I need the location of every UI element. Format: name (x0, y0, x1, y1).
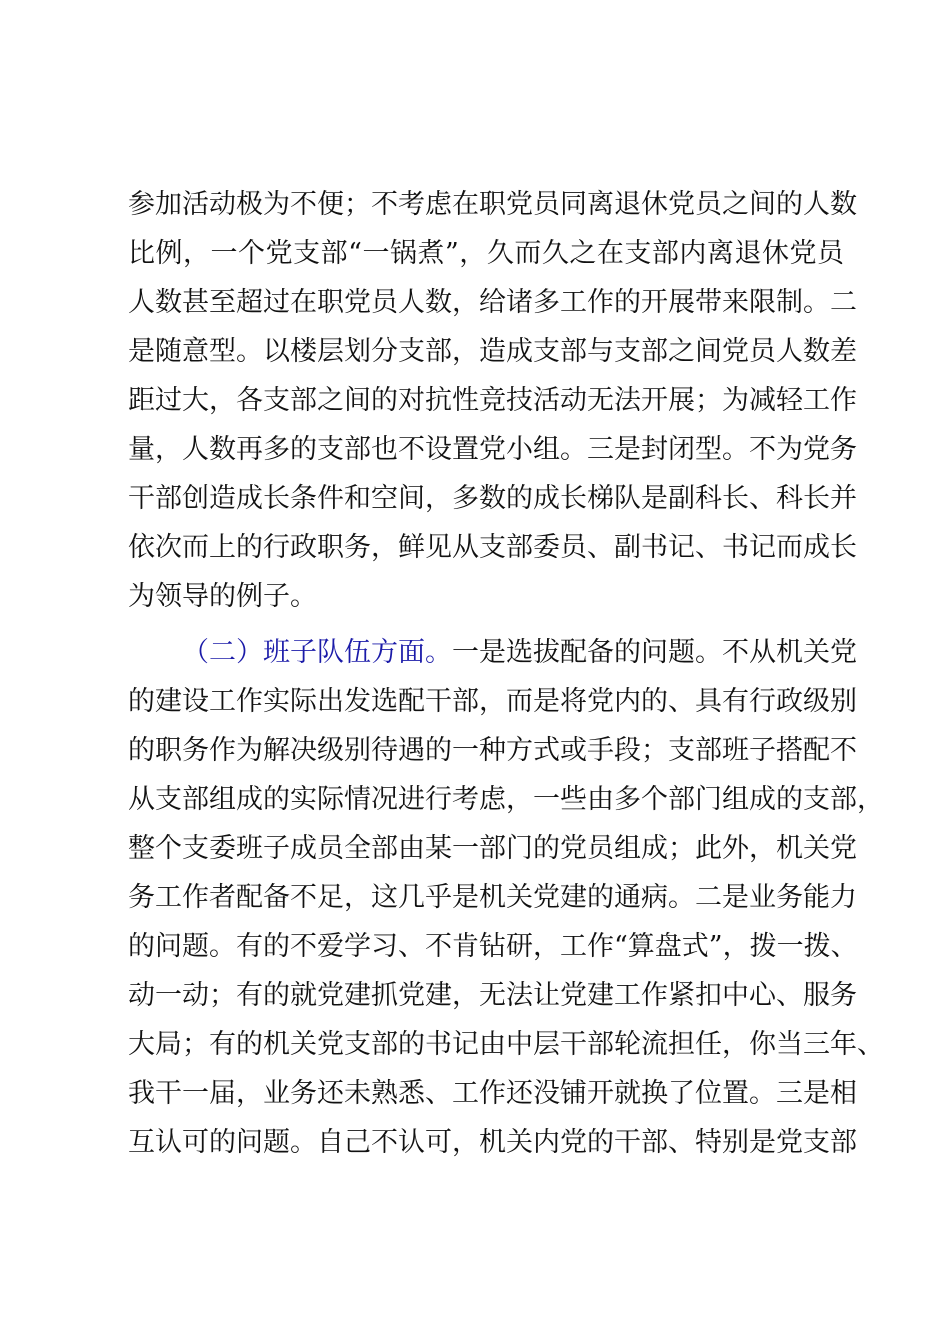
text-line: 比例，一个党支部“一锅煮”，久而久之在支部内离退休党员 (128, 238, 844, 269)
text-line: 干部创造成长条件和空间，多数的成长梯队是副科长、科长并 (128, 483, 857, 514)
text-run: 一是选拔配备的问题。不从机关党 (452, 637, 857, 668)
text-line: 大局；有的机关党支部的书记由中层干部轮流担任，你当三年、 (128, 1029, 884, 1060)
text-line: 整个支委班子成员全部由某一部门的党员组成；此外，机关党 (128, 833, 857, 864)
text-line: 互认可的问题。自己不认可，机关内党的干部、特别是党支部 (128, 1127, 857, 1158)
text-line: 的问题。有的不爱学习、不肯钻研，工作“算盘式”，拨一拨、 (128, 931, 858, 962)
text-line: 是随意型。以楼层划分支部，造成支部与支部之间党员人数差 (128, 336, 857, 367)
paragraph-2 (128, 628, 884, 1167)
text-line: 我干一届，业务还未熟悉、工作还没铺开就换了位置。三是相 (128, 1078, 857, 1109)
text-line: 为领导的例子。 (128, 581, 317, 612)
section-heading: （二）班子队伍方面。 (182, 637, 452, 668)
text-line: 从支部组成的实际情况进行考虑，一些由多个部门组成的支部， (128, 784, 884, 815)
text-line: 距过大，各支部之间的对抗性竞技活动无法开展；为减轻工作 (128, 385, 857, 416)
paragraph-2-first-line (128, 628, 857, 677)
text-line: 人数甚至超过在职党员人数，给诸多工作的开展带来限制。二 (128, 287, 857, 318)
text-line: 动一动；有的就党建抓党建，无法让党建工作紧扣中心、服务 (128, 980, 857, 1011)
text-line: 依次而上的行政职务，鲜见从支部委员、副书记、书记而成长 (128, 532, 857, 563)
text-line: 的建设工作实际出发选配干部，而是将党内的、具有行政级别 (128, 686, 857, 717)
text-line: 参加活动极为不便；不考虑在职党员同离退休党员之间的人数 (128, 189, 857, 220)
text-line: 务工作者配备不足，这几乎是机关党建的通病。二是业务能力 (128, 882, 857, 913)
text-line: 的职务作为解决级别待遇的一种方式或手段；支部班子搭配不 (128, 735, 857, 766)
text-line: 量，人数再多的支部也不设置党小组。三是封闭型。不为党务 (128, 434, 857, 465)
paragraph-1 (128, 180, 857, 621)
